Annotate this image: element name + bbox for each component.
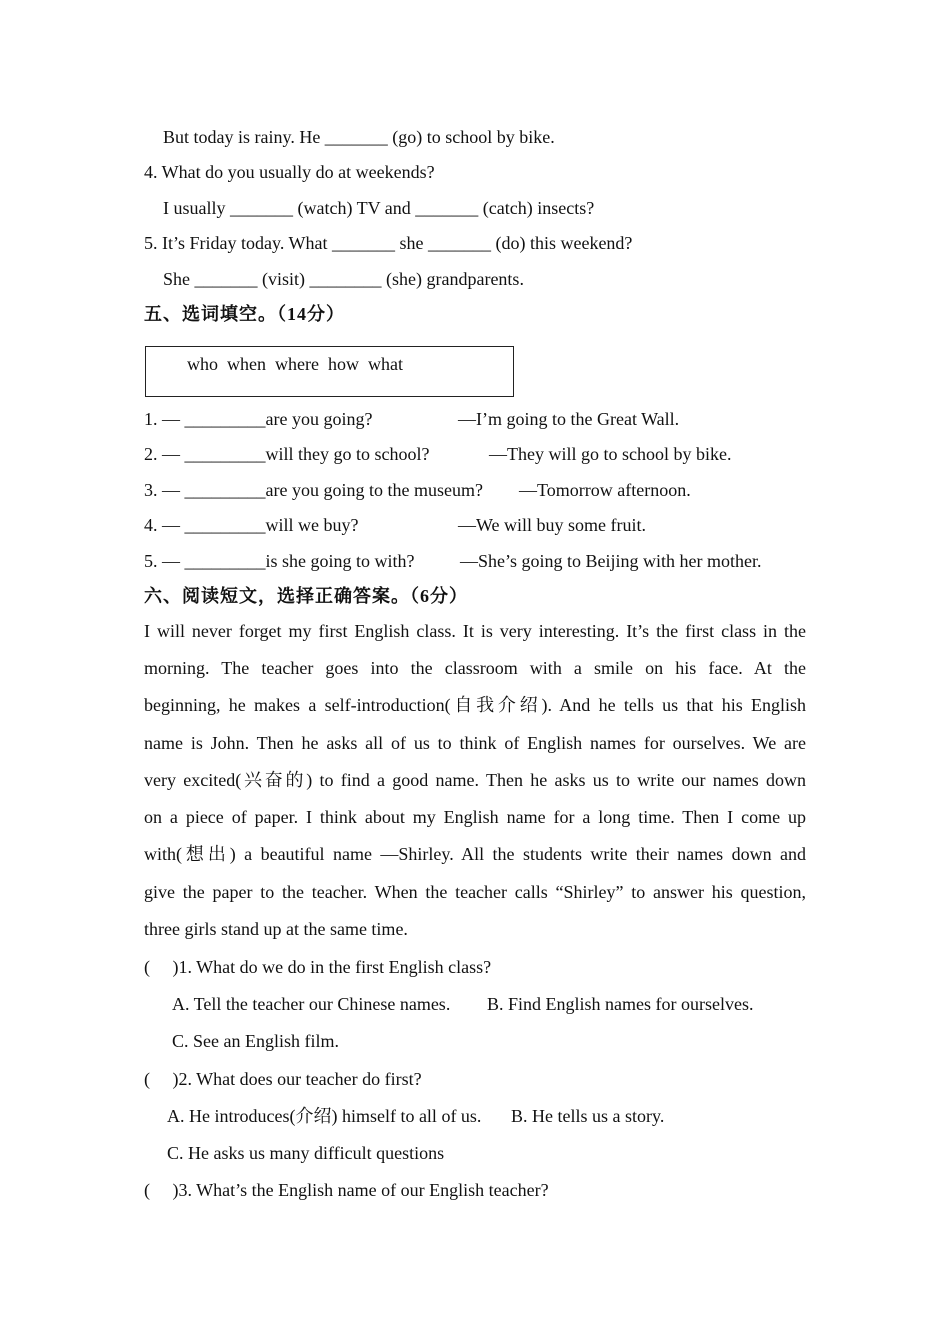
s6-question-1: ( )1. What do we do in the first English class? <box>144 957 492 977</box>
s6-q2-option-b: B. He tells us a story. <box>511 1106 665 1126</box>
s6-q1-option-c: C. See an English film. <box>172 1031 339 1051</box>
s5-question-4: 4. — _________will we buy? <box>144 515 359 535</box>
passage-line: name is John. Then he asks all of us to think of English names for ourselves. We are <box>144 733 806 753</box>
section-5-heading: 五、选词填空。（14分） <box>144 304 345 324</box>
s6-q1-option-b: B. Find English names for ourselves. <box>487 994 754 1014</box>
passage-line: very excited(兴奋的) to find a good name. Then he asks us to write our names down <box>144 770 806 790</box>
s6-question-2: ( )2. What does our teacher do first? <box>144 1069 422 1089</box>
s5-question-5: 5. — _________is she going to with? <box>144 551 415 571</box>
word-box <box>145 346 514 397</box>
section-6-heading: 六、阅读短文，选择正确答案。（6分） <box>144 586 468 606</box>
passage-line: I will never forget my first English class. It is very interesting. It’s the first class in the <box>144 621 806 641</box>
s6-question-3: ( )3. What’s the English name of our English teacher? <box>144 1180 549 1200</box>
answer-4: I usually _______ (watch) TV and _______ (catch) insects? <box>163 198 595 218</box>
s5-answer-3: —Tomorrow afternoon. <box>519 480 691 500</box>
s5-answer-4: —We will buy some fruit. <box>458 515 647 535</box>
word-box-text: who when where how what <box>187 354 403 374</box>
s5-question-3: 3. — _________are you going to the museum? <box>144 480 483 500</box>
s6-q2-option-c: C. He asks us many difficult questions <box>167 1143 445 1163</box>
question-5: 5. It’s Friday today. What _______ she _______ (do) this weekend? <box>144 233 633 253</box>
passage-line: with(想出) a beautiful name —Shirley. All the students write their names down and <box>144 844 806 864</box>
s5-question-1: 1. — _________are you going? <box>144 409 373 429</box>
s6-q2-option-a: A. He introduces(介绍) himself to all of us. <box>167 1106 482 1126</box>
s6-q1-option-a: A. Tell the teacher our Chinese names. <box>172 994 451 1014</box>
s5-answer-2: —They will go to school by bike. <box>489 444 732 464</box>
question-4: 4. What do you usually do at weekends? <box>144 162 435 182</box>
answer-5: She _______ (visit) ________ (she) grandparents. <box>163 269 524 289</box>
s5-answer-5: —She’s going to Beijing with her mother. <box>460 551 762 571</box>
passage-line: beginning, he makes a self-introduction(自我介绍). And he tells us that his English <box>144 695 806 715</box>
passage-line: on a piece of paper. I think about my English name for a long time. Then I come up <box>144 807 806 827</box>
passage-line: morning. The teacher goes into the classroom with a smile on his face. At the <box>144 658 806 678</box>
passage-line: give the paper to the teacher. When the teacher calls “Shirley” to answer his question, <box>144 882 806 902</box>
passage-line: three girls stand up at the same time. <box>144 919 408 939</box>
fill-sentence-3b: But today is rainy. He _______ (go) to school by bike. <box>163 127 555 147</box>
s5-question-2: 2. — _________will they go to school? <box>144 444 430 464</box>
s5-answer-1: —I’m going to the Great Wall. <box>458 409 680 429</box>
